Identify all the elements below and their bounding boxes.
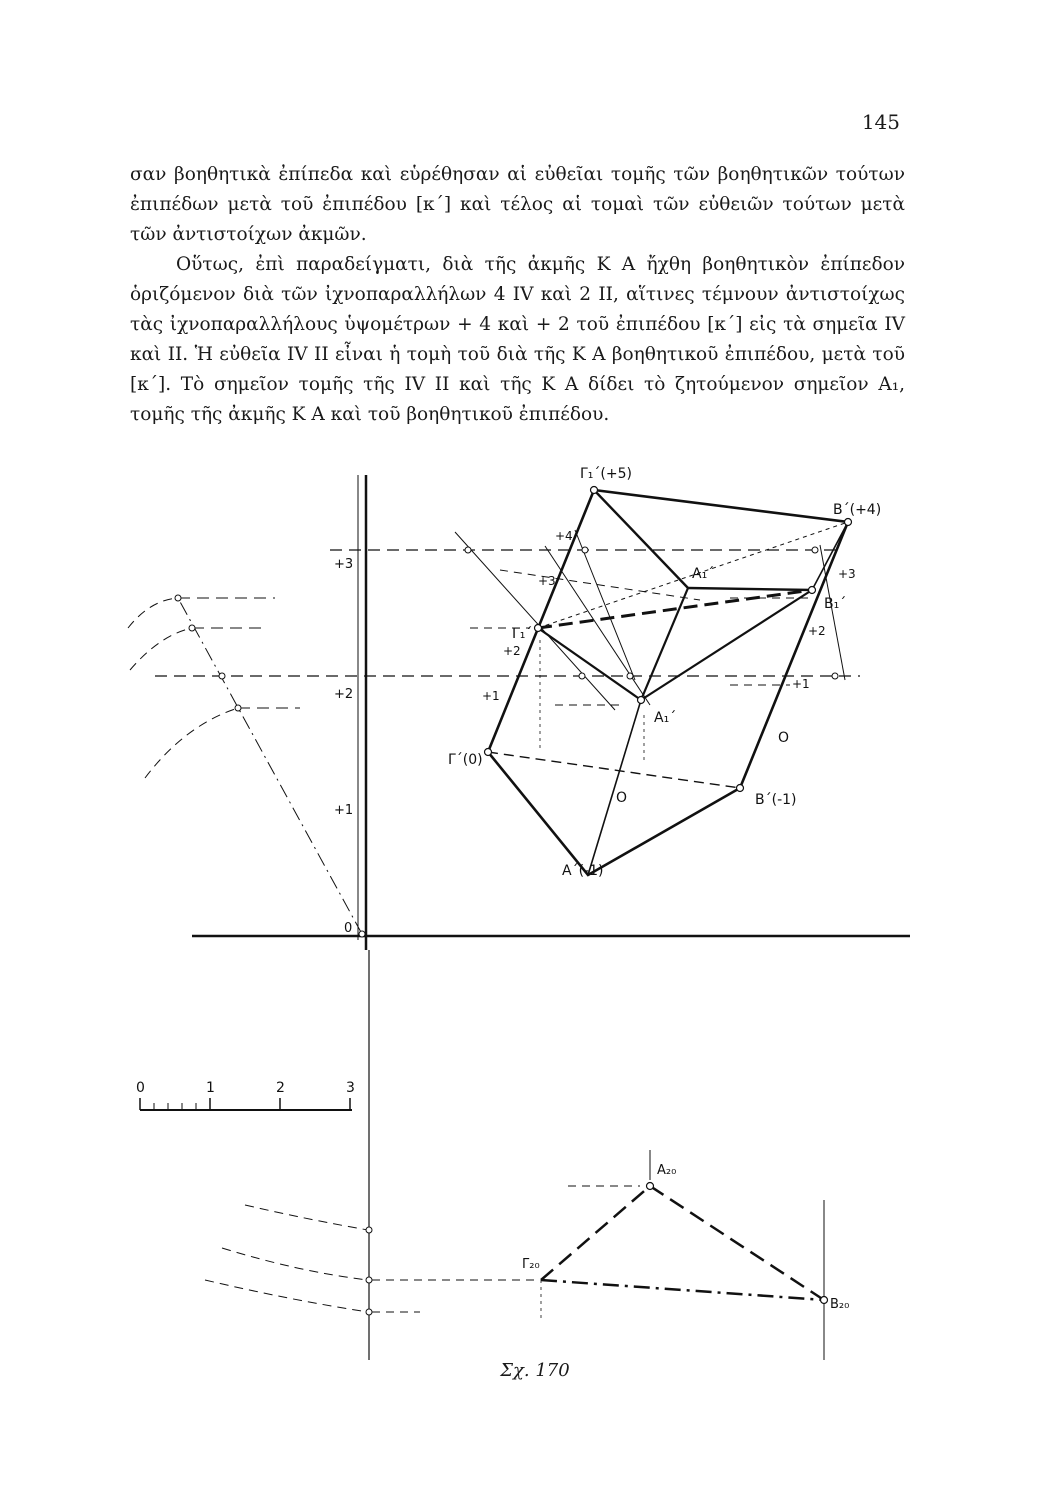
label-a1-low: Α₁΄ [654,710,677,726]
label-b1-prime: Β₁΄ [824,596,847,612]
point-g1 [535,625,542,632]
label-a20: Α₂₀ [657,1163,677,1178]
label-h-plus2-b: +2 [808,624,826,638]
edge-a1-b1 [688,588,812,590]
lower-point-1 [366,1227,372,1233]
label-axis-plus1: +1 [334,803,354,818]
lower-point-2 [366,1277,372,1283]
point-mark-1 [465,547,471,553]
point-mark-5 [627,673,633,679]
label-axis-plus3: +3 [334,557,354,572]
label-b-top: Β΄(+4) [833,502,882,518]
label-b-minus: Β΄(-1) [755,792,797,808]
edge-a1low-b1 [641,590,812,700]
edge-g1-b1-dashed [538,590,812,628]
point-mark-9 [219,673,225,679]
label-b20: Β₂₀ [830,1297,850,1312]
point-mark-6 [832,673,838,679]
left-arc-2 [130,628,192,670]
edge-a1-down [641,588,688,700]
thin-line-4 [820,545,845,680]
thin-line-5 [500,570,700,600]
label-a1-prime: Α₁΄ [692,566,715,582]
label-h-plus1-a: +1 [482,689,500,703]
edge-g1-a1low [538,628,641,700]
label-a-minus: Α΄(-1) [562,863,604,879]
point-b-minus [737,785,744,792]
lower-point-a20 [647,1183,654,1190]
page-number: 145 [861,110,900,134]
lower-triangle-base [541,1280,824,1300]
label-g1-prime: Γ₁΄ [512,626,533,642]
point-a1-low [638,697,645,704]
scale-label-3: 3 [346,1080,355,1096]
scale-label-0: 0 [136,1080,145,1096]
point-mark-10 [235,705,241,711]
figure-170 [0,460,1060,1360]
point-b-top [845,519,852,526]
lower-arc-2 [205,1280,368,1312]
label-axis-plus2: +2 [334,687,354,702]
point-mark-11 [359,931,365,937]
scale-label-2: 2 [276,1080,285,1096]
scale-minor-ticks [154,1103,196,1110]
label-h-plus1-b: +1 [792,677,810,691]
label-o-right: O [778,730,790,746]
lower-point-3 [366,1309,372,1315]
point-mark-2 [582,547,588,553]
edge-g-b-dashed [488,752,740,788]
paragraph-2: Οὕτως, ἐπὶ παραδείγματι, διὰ τῆς ἀκμῆς Κ Α ἤχθη βοηθητικὸν ἐπίπεδον ὁριζόμενον διὰ τῶν ἰχνοπαραλλήλων 4 IV καὶ 2 II, αἵτινες τέμνουν ἀντιστοίχως τὰς ἰχνοπαραλλήλους ὑψομέτρων + 4 καὶ + 2 τοῦ ἐπιπέδου [κ΄] εἰς τὰ σημεῖα IV καὶ II. Ἡ εὐθεῖα IV II εἶναι ἡ τομὴ τοῦ διὰ τῆς Κ Α βοηθητικοῦ ἐπιπέδου, μετὰ τοῦ [κ΄]. Τὸ σημεῖον τομῆς τῆς IV II καὶ τῆς Κ Α δίδει τὸ ζητούμενον σημεῖον Α₁, τομῆς τῆς ἀκμῆς Κ Α καὶ τοῦ βοηθητικοῦ ἐπιπέδου. [130,254,905,425]
edge-g1-a1 [594,490,688,588]
point-mark-8 [189,625,195,631]
left-construction-line [178,598,362,934]
paragraph-1: σαν βοηθητικὰ ἐπίπεδα καὶ εὑρέθησαν αἱ εὐθεῖαι τομῆς τῶν βοηθητικῶν τούτων ἐπιπέδων μετὰ τοῦ ἐπιπέδου [κ΄] καὶ τέλος αἱ τομαὶ τῶν εὐθειῶν τούτων μετὰ τῶν ἀντιστοίχων ἀκμῶν. [130,164,905,245]
lower-point-b20 [821,1297,828,1304]
label-g20: Γ₂₀ [522,1257,540,1272]
point-mark-7 [175,595,181,601]
point-mark-3 [812,547,818,553]
label-h-plus3-a: +3 [538,574,556,588]
point-g-zero [485,749,492,756]
label-h-plus4: +4 [555,529,573,543]
label-g-zero: Γ΄(0) [448,752,483,768]
label-o-mid: O [616,790,628,806]
left-arc-1 [128,598,178,628]
point-b1 [809,587,816,594]
scale-label-1: 1 [206,1080,215,1096]
label-axis-zero: 0 [344,921,353,936]
lower-arc-3 [222,1248,368,1280]
body-text [130,160,905,430]
figure-caption: Σχ. 170 [500,1360,570,1381]
point-mark-4 [579,673,585,679]
label-h-plus2-a: +2 [503,644,521,658]
point-g1-top [591,487,598,494]
label-g1-top: Γ₁΄(+5) [580,466,632,482]
label-h-plus3-b: +3 [838,567,856,581]
lower-arc-1 [245,1205,368,1230]
left-arc-3 [145,708,238,778]
